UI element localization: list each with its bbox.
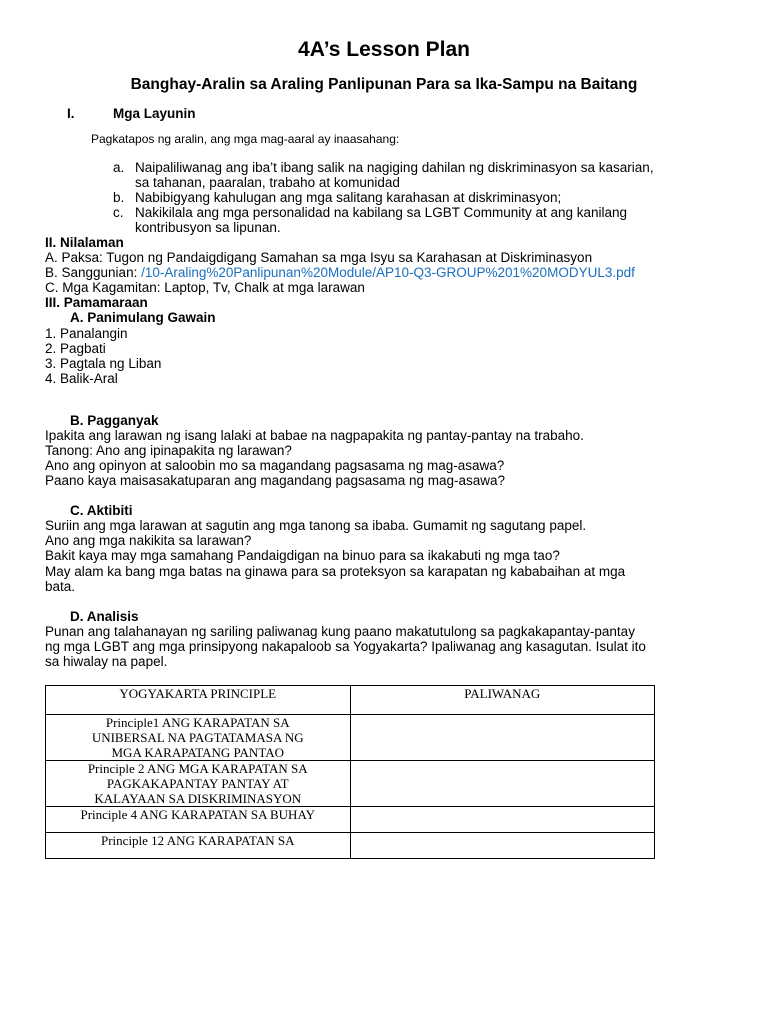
paragraph-line: Paano kaya maisasakatuparan ang magandang pagsasama ng mag-asawa? — [45, 473, 506, 488]
section2-heading: II. Nilalaman — [45, 235, 124, 250]
table-row — [46, 715, 655, 761]
principle-cell — [46, 807, 351, 833]
document-title: 4A’s Lesson Plan — [298, 38, 470, 61]
principle-line: Principle 12 ANG KARAPATAN SA — [101, 833, 295, 848]
panimulang-gawain-heading: A. Panimulang Gawain — [70, 310, 216, 325]
paragraph-line: Ano ang opinyon at saloobin mo sa magandang pagsasama ng mag-asawa? — [45, 458, 505, 473]
principle-line: PAGKAKAPANTAY PANTAY AT — [106, 776, 289, 791]
section3-heading: III. Pamamaraan — [45, 295, 148, 310]
list-item: 1. Panalangin — [45, 326, 128, 341]
objective-marker: a. — [113, 160, 125, 175]
principle-cell — [46, 761, 351, 807]
list-item: 2. Pagbati — [45, 341, 106, 356]
list-item: 4. Balik-Aral — [45, 371, 118, 386]
paliwanag-cell[interactable] — [350, 833, 655, 859]
objective-marker: b. — [113, 190, 125, 205]
paragraph-line: Bakit kaya may mga samahang Pandaigdigan na binuo para sa ikakabuti ng mga tao? — [45, 548, 560, 563]
principle-cell — [46, 715, 351, 761]
list-item: 3. Pagtala ng Liban — [45, 356, 162, 371]
yogyakarta-table — [45, 685, 655, 859]
table-row — [46, 807, 655, 833]
table-row — [46, 833, 655, 859]
section1-heading: Mga Layunin — [113, 106, 196, 121]
paliwanag-cell[interactable] — [350, 761, 655, 807]
principle-line: KALAYAAN SA DISKRIMINASYON — [94, 791, 302, 806]
section1-intro: Pagkatapos ng aralin, ang mga mag-aaral ay inaasahang: — [91, 132, 400, 146]
paragraph-line: May alam ka bang mga batas na ginawa para sa proteksyon sa karapatan ng kababaihan at mga — [45, 564, 626, 579]
objective-text: Naipaliliwanag ang iba’t ibang salik na nagiging dahilan ng diskriminasyon sa kasarian, — [135, 160, 654, 175]
paragraph-line: sa hiwalay na papel. — [45, 654, 168, 669]
paragraph-line: Suriin ang mga larawan at sagutin ang mga tanong sa ibaba. Gumamit ng sagutang papel. — [45, 518, 587, 533]
aktibiti-heading: C. Aktibiti — [70, 503, 133, 518]
principle-line: Principle1 ANG KARAPATAN SA — [105, 715, 290, 730]
principle-line: Principle 2 ANG MGA KARAPATAN SA — [87, 761, 308, 776]
principle-line: Principle 4 ANG KARAPATAN SA BUHAY — [80, 807, 316, 822]
analisis-heading: D. Analisis — [70, 609, 139, 624]
principle-line: MGA KARAPATANG PANTAO — [111, 745, 284, 760]
table-header-paliwanag: PALIWANAG — [350, 686, 655, 715]
kagamitan-line: C. Mga Kagamitan: Laptop, Tv, Chalk at mga larawan — [45, 280, 365, 295]
sanggunian-line — [45, 265, 635, 280]
paragraph-line: Punan ang talahanayan ng sariling paliwanag kung paano makatutulong sa pagkakapantay-pantay — [45, 624, 635, 639]
sanggunian-label: B. Sanggunian: — [45, 265, 142, 280]
pagganyak-heading: B. Pagganyak — [70, 413, 159, 428]
paliwanag-cell[interactable] — [350, 807, 655, 833]
objective-text-cont: kontribusyon sa lipunan. — [135, 220, 281, 235]
section1-number: I. — [67, 106, 75, 121]
document-subtitle: Banghay-Aralin sa Araling Panlipunan Para sa Ika-Sampu na Baitang — [130, 76, 638, 93]
table-header-principle: YOGYAKARTA PRINCIPLE — [46, 686, 351, 715]
paragraph-line: Tanong: Ano ang ipinapakita ng larawan? — [45, 443, 292, 458]
paragraph-line: Ipakita ang larawan ng isang lalaki at babae na nagpapakita ng pantay-pantay na trabaho. — [45, 428, 584, 443]
paragraph-line: Ano ang mga nakikita sa larawan? — [45, 533, 252, 548]
principle-cell — [46, 833, 351, 859]
paksa-line: A. Paksa: Tugon ng Pandaigdigang Samahan sa mga Isyu sa Karahasan at Diskriminasyon — [45, 250, 593, 265]
paliwanag-cell[interactable] — [350, 715, 655, 761]
objective-marker: c. — [113, 205, 124, 220]
paragraph-line: ng mga LGBT ang mga prinsipyong nakapaloob sa Yogyakarta? Ipaliwanag ang kasagutan. Isulat ito — [45, 639, 646, 654]
objective-text: Nakikilala ang mga personalidad na kabilang sa LGBT Community at ang kanilang — [135, 205, 628, 220]
objective-text-cont: sa tahanan, paaralan, trabaho at komunidad — [135, 175, 400, 190]
sanggunian-link[interactable]: /10-Araling%20Panlipunan%20Module/AP10-Q3-GROUP%201%20MODYUL3.pdf — [141, 265, 635, 280]
principle-line: UNIBERSAL NA PAGTATAMASA NG — [91, 730, 304, 745]
paragraph-line: bata. — [45, 579, 76, 594]
objective-text: Nabibigyang kahulugan ang mga salitang karahasan at diskriminasyon; — [135, 190, 562, 205]
table-row — [46, 761, 655, 807]
